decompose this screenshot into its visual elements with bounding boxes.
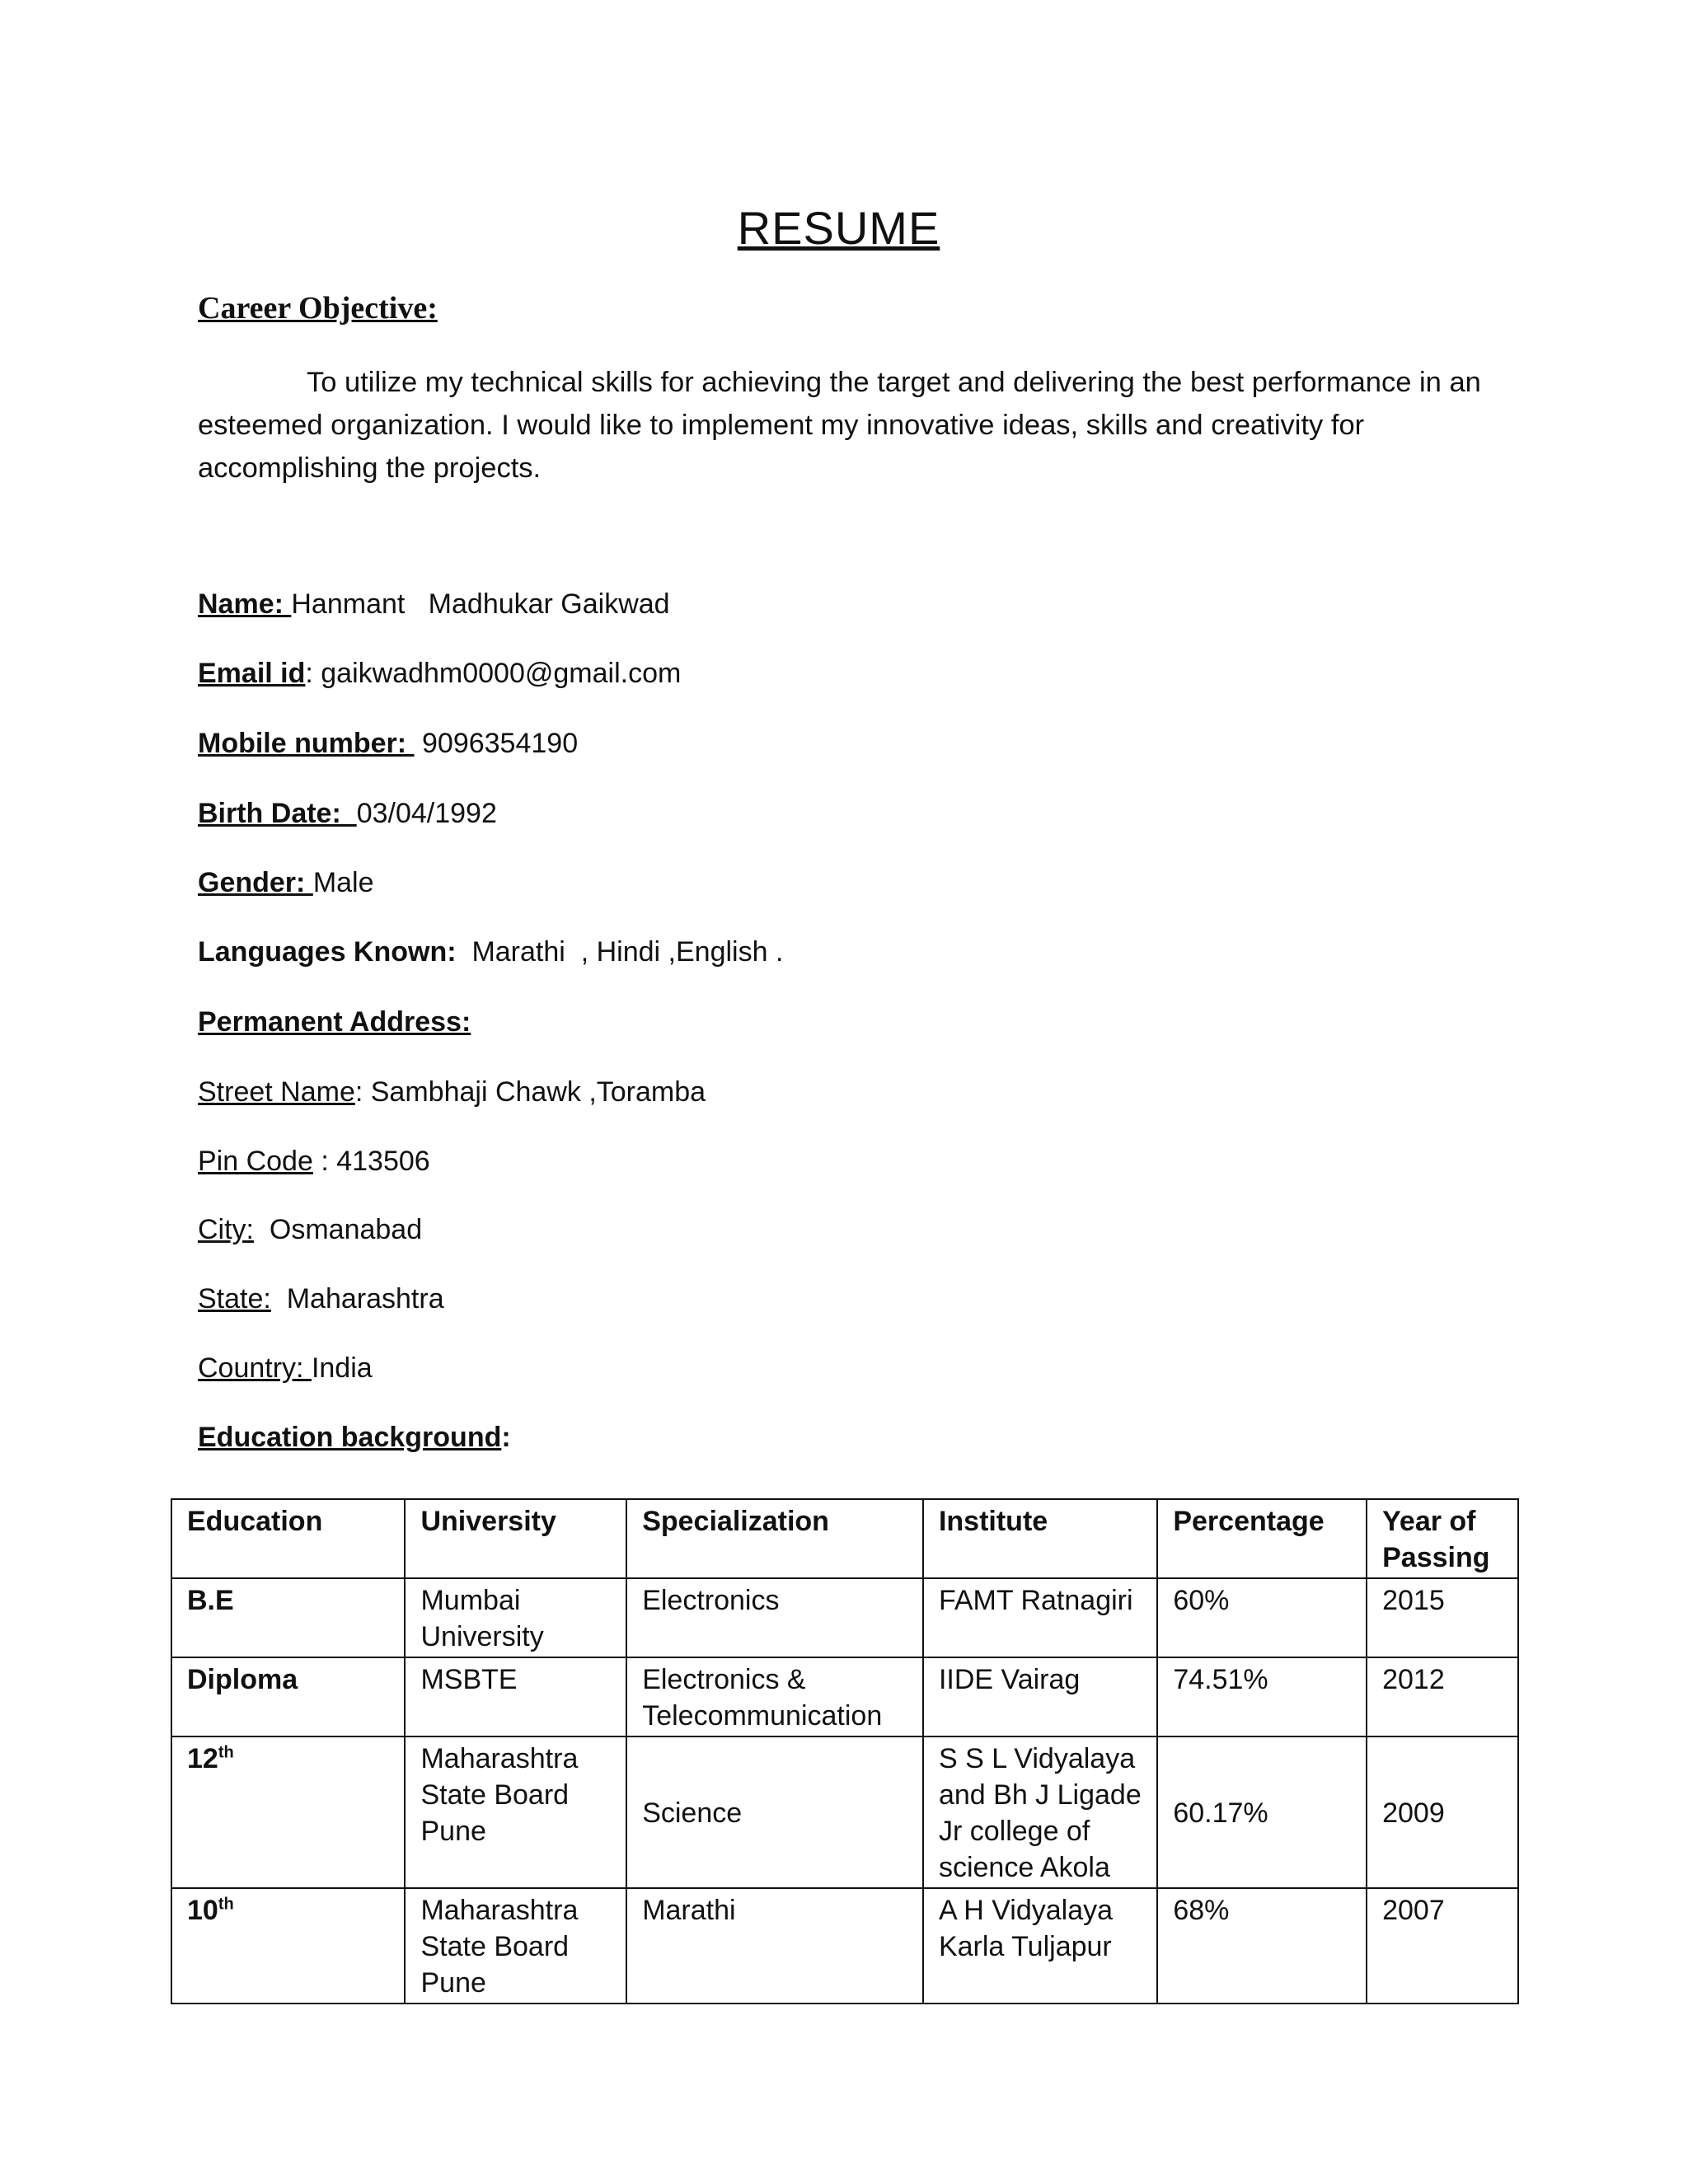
cell-specialization: Marathi (626, 1888, 923, 2004)
cell-percentage: 60% (1157, 1578, 1367, 1657)
state-label: State: (198, 1283, 271, 1315)
email-value: : gaikwadhm0000@gmail.com (305, 658, 682, 689)
cell-percentage: 68% (1157, 1888, 1367, 2004)
cell-university: MSBTE (405, 1657, 626, 1736)
birth-date-value: 03/04/1992 (356, 798, 497, 829)
cell-education (171, 1736, 405, 1888)
gender-label: Gender: (198, 867, 313, 898)
pin-code-field (198, 1146, 430, 1178)
cell-university: Mumbai University (405, 1578, 626, 1657)
cell-education: Diploma (171, 1657, 405, 1736)
cell-year: 2015 (1367, 1578, 1518, 1657)
mobile-value: 9096354190 (414, 728, 579, 759)
table-row (171, 1657, 1518, 1736)
column-header-percentage: Percentage (1157, 1499, 1367, 1578)
column-header-university: University (405, 1499, 626, 1578)
cell-percentage: 74.51% (1157, 1657, 1367, 1736)
city-value: Osmanabad (254, 1214, 423, 1245)
country-label: Country: (198, 1352, 312, 1384)
cell-university: Maharashtra State Board Pune (405, 1888, 626, 2004)
table-row (171, 1888, 1518, 2004)
career-objective-text: To utilize my technical skills for achieving the target and delivering the best performance in an esteemed organization. I would like to implement my innovative ideas, skills and creativity for accomplishing the projects. (198, 367, 1481, 484)
cell-specialization: Electronics (626, 1578, 923, 1657)
name-value: Hanmant Madhukar Gaikwad (291, 588, 670, 620)
education-table (171, 1498, 1519, 2004)
state-value: Maharashtra (270, 1283, 444, 1315)
cell-education: B.E (171, 1578, 405, 1657)
education-heading (198, 1422, 511, 1454)
email-field (198, 658, 681, 690)
name-label: Name: (198, 588, 292, 620)
education-level: 10 (187, 1895, 218, 1926)
education-heading-label: Education background (198, 1422, 502, 1453)
gender-field (198, 867, 374, 899)
column-header-specialization: Specialization (626, 1499, 923, 1578)
name-field (198, 588, 670, 621)
cell-education (171, 1888, 405, 2004)
column-header-year: Year of Passing (1367, 1499, 1518, 1578)
cell-institute: FAMT Ratnagiri (923, 1578, 1157, 1657)
cell-institute: A H Vidyalaya Karla Tuljapur (923, 1888, 1157, 2004)
cell-institute: S S L Vidyalaya and Bh J Ligade Jr college of science Akola (923, 1736, 1157, 1888)
table-row (171, 1736, 1518, 1888)
city-label: City: (198, 1214, 254, 1245)
birth-date-field (198, 798, 497, 830)
cell-year: 2012 (1367, 1657, 1518, 1736)
street-label: Street Name (198, 1076, 355, 1108)
pin-code-label: Pin Code (198, 1146, 313, 1177)
cell-year: 2009 (1367, 1736, 1518, 1888)
column-header-institute: Institute (923, 1499, 1157, 1578)
state-field (198, 1283, 444, 1315)
gender-value: Male (312, 867, 374, 898)
career-objective-heading: Career Objective: (198, 291, 438, 326)
street-value: : Sambhaji Chawk ,Toramba (354, 1076, 706, 1108)
permanent-address-heading (198, 1006, 471, 1038)
city-field (198, 1214, 422, 1246)
cell-specialization: Electronics & Telecommunication (626, 1657, 923, 1736)
cell-institute: IIDE Vairag (923, 1657, 1157, 1736)
country-field (198, 1352, 373, 1385)
cell-specialization: Science (626, 1736, 923, 1888)
cell-percentage: 60.17% (1157, 1736, 1367, 1888)
resume-title: RESUME (737, 202, 940, 254)
mobile-label: Mobile number: (198, 728, 415, 759)
mobile-field (198, 728, 578, 760)
languages-label: Languages Known: (198, 936, 457, 968)
languages-field (198, 936, 783, 968)
table-header-row (171, 1499, 1518, 1578)
table-row (171, 1578, 1518, 1657)
education-heading-colon: : (501, 1422, 511, 1453)
pin-code-value: : 413506 (312, 1146, 430, 1177)
education-level-suffix: th (218, 1895, 234, 1914)
country-value: India (311, 1352, 373, 1384)
cell-university: Maharashtra State Board Pune (405, 1736, 626, 1888)
column-header-education: Education (171, 1499, 405, 1578)
street-field (198, 1076, 706, 1108)
birth-date-label: Birth Date: (198, 798, 357, 829)
permanent-address-label: Permanent Address: (198, 1006, 471, 1038)
email-label: Email id (198, 658, 306, 689)
languages-value: Marathi , Hindi ,English . (456, 936, 784, 968)
education-level: 12 (187, 1743, 218, 1774)
cell-year: 2007 (1367, 1888, 1518, 2004)
education-level-suffix: th (218, 1743, 234, 1762)
